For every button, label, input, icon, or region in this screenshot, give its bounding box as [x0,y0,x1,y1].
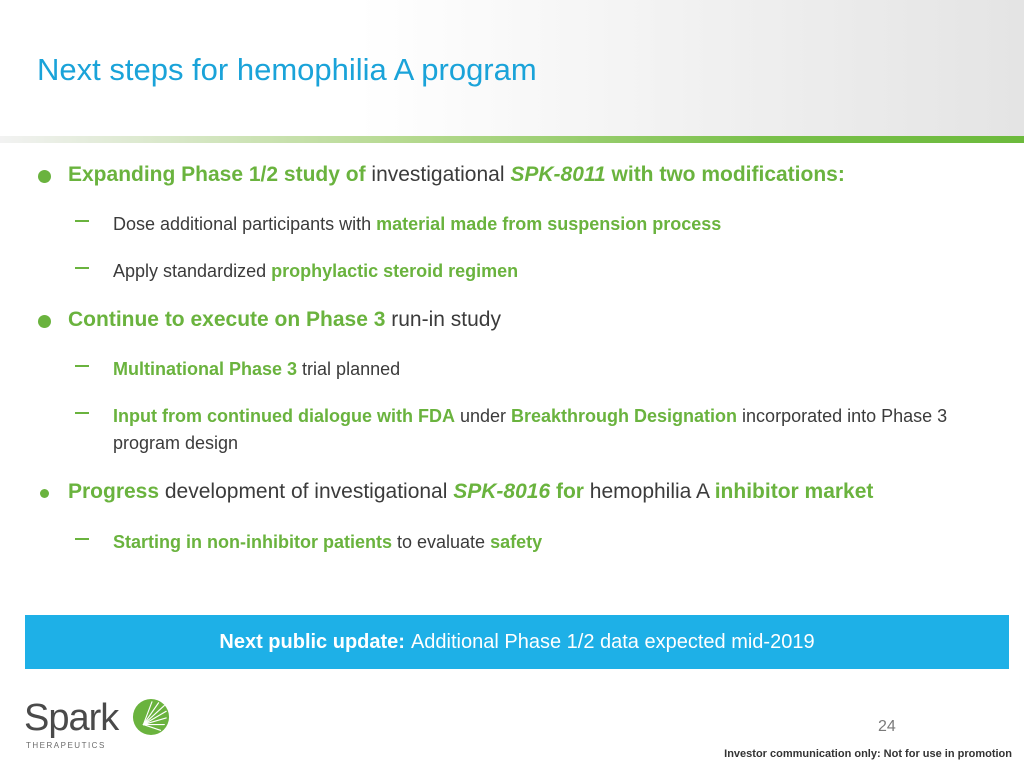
bullet-text-bold: Expanding Phase 1/2 study of [68,163,366,186]
logo-wordmark: Spark [24,697,119,739]
bullet-text-italic: SPK-8011 [510,163,606,186]
bullet-text [68,480,873,504]
sub-bullet-text [113,211,993,238]
page-title: Next steps for hemophilia A program [37,52,537,87]
page-number: 24 [878,718,896,735]
bullet-dot-icon [38,170,51,183]
company-logo [24,697,174,757]
dash-icon [75,267,89,269]
bullet-dot-icon [38,315,51,328]
bullet-text [68,163,845,187]
dash-icon [75,412,89,414]
dash-icon [75,538,89,540]
sub-text-bold: material made from suspension process [376,214,722,234]
bullet-text-bold: inhibitor market [714,480,874,503]
header-divider [0,136,1024,143]
bullet-dot-icon [40,489,49,498]
bullet-text-plain: run-in study [385,308,501,331]
sub-text-plain: to evaluate [391,532,491,552]
sub-text-plain: trial planned [297,359,401,379]
sub-bullet-text [113,529,993,556]
bullet-text-bold: for [550,480,584,503]
sub-text-plain: under [454,406,512,426]
bullet-text-plain: hemophilia A [583,480,715,503]
dash-icon [75,365,89,367]
callout-text: Additional Phase 1/2 data expected mid-2019 [410,630,815,653]
bullet-text-italic: SPK-8016 [453,480,551,503]
callout-label: Next public update: [219,630,405,653]
sub-text-plain: Apply standardized [113,261,272,281]
next-update-callout [25,615,1009,669]
sub-text-plain: incorporated into Phase 3 program design [113,406,948,453]
sub-bullet-text [113,356,993,383]
bullet-text [68,308,501,332]
sub-text-plain: Dose additional participants with [113,214,377,234]
sub-text-bold: prophylactic steroid regimen [271,261,519,281]
bullet-text-bold: Progress [68,480,160,503]
bullet-text-bold: Continue to execute on Phase 3 [68,308,386,331]
bullet-text-plain: development of investigational [159,480,454,503]
sub-text-bold: Starting in non-inhibitor patients [113,532,392,552]
sub-text-bold: Multinational Phase 3 [113,359,298,379]
bullet-text-plain: investigational [365,163,511,186]
sub-bullet-text [113,403,993,457]
sub-text-bold: Input from continued dialogue with FDA [113,406,455,426]
footer-disclaimer: Investor communication only: Not for use in promotion [724,748,1012,760]
sub-text-bold: safety [490,532,543,552]
sub-bullet-text [113,258,993,285]
dash-icon [75,220,89,222]
bullet-text-bold: with two modifications: [605,163,845,186]
sub-text-bold: Breakthrough Designation [511,406,738,426]
spark-burst-icon [132,698,170,736]
logo-subtitle: THERAPEUTICS [26,741,106,750]
